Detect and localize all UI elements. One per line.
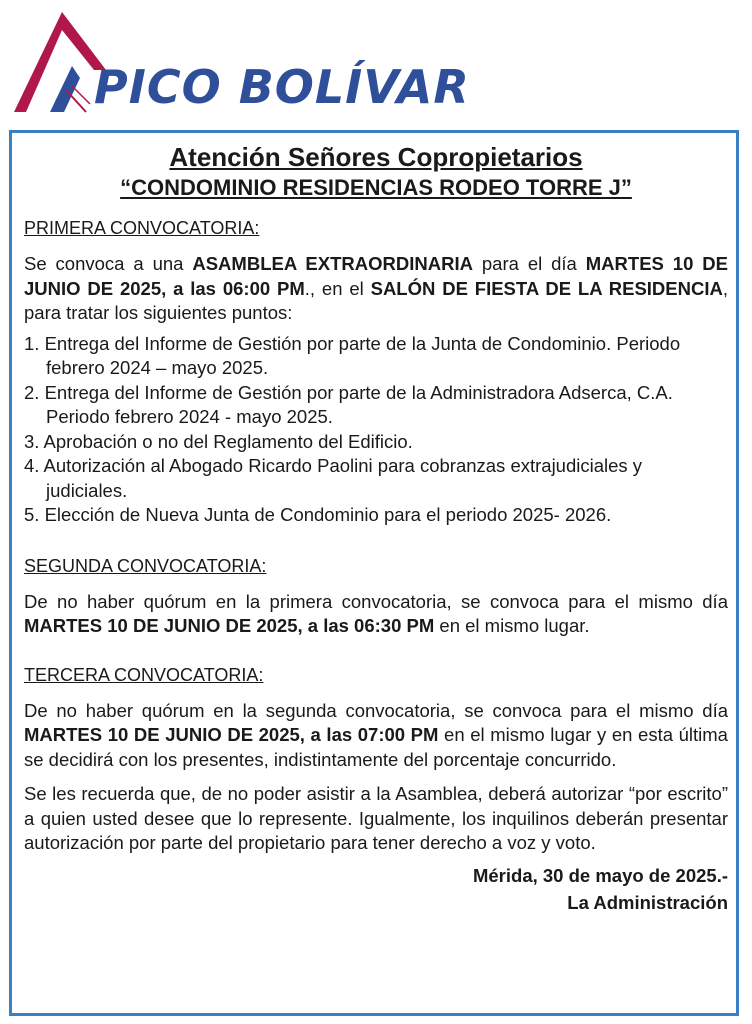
second-call-paragraph: De no haber quórum en la primera convocatoria, se convoca para el mismo día MARTES 10 DE JUNIO DE 2025, a las 06:30 PM en el mismo lugar. bbox=[24, 590, 728, 636]
agenda-item: 3. Aprobación o no del Reglamento del Edificio. bbox=[24, 430, 413, 452]
first-call-heading: PRIMERA CONVOCATORIA: bbox=[24, 218, 260, 238]
third-call-heading: TERCERA CONVOCATORIA: bbox=[24, 664, 264, 685]
signature-date: Mérida, 30 de mayo de 2025.- bbox=[472, 864, 728, 886]
logo-text: PICO BOLÍVAR bbox=[94, 60, 470, 114]
second-call-heading: SEGUNDA CONVOCATORIA: bbox=[24, 555, 267, 576]
agenda-item: 5. Elección de Nueva Junta de Condominio para el periodo 2025- 2026. bbox=[24, 504, 612, 525]
agenda-item: 4. Autorización al Abogado Ricardo Paolini para cobranzas extrajudiciales y judiciales. bbox=[24, 455, 643, 501]
reminder-paragraph: Se les recuerda que, de no poder asistir a la Asamblea, deberá autorizar “por escrito” a quien usted desee que lo represente. Igualmente, los inquilinos deberán presentar autorización por parte del propietario para tener derecho a voz y voto. bbox=[24, 783, 728, 853]
first-call-paragraph: Se convoca a una ASAMBLEA EXTRAORDINARIA para el día MARTES 10 DE JUNIO DE 2025, a las 06:00 PM., en el SALÓN DE FIESTA DE LA RESIDENCIA, para tratar los siguientes puntos: bbox=[24, 253, 728, 323]
notice-content bbox=[24, 140, 728, 916]
pico-bolivar-logo bbox=[10, 8, 470, 120]
condominium-name: “CONDOMINIO RESIDENCIAS RODEO TORRE J” bbox=[120, 175, 632, 200]
signature-org: La Administración bbox=[567, 891, 728, 913]
agenda-item: 2. Entrega del Informe de Gestión por parte de la Administradora Adserca, C.A. Periodo febrero 2024 - mayo 2025. bbox=[24, 381, 673, 427]
agenda-item: 1. Entrega del Informe de Gestión por parte de la Junta de Condominio. Periodo febrero 2024 – mayo 2025. bbox=[24, 332, 681, 378]
third-call-paragraph: De no haber quórum en la segunda convocatoria, se convoca para el mismo día MARTES 10 DE JUNIO DE 2025, a las 07:00 PM en el mismo lugar y en esta última se decidirá con los presentes, indistintamente del porcentaje concurrido. bbox=[24, 699, 728, 770]
agenda-list bbox=[24, 332, 728, 528]
notice-title: Atención Señores Copropietarios bbox=[169, 142, 583, 172]
